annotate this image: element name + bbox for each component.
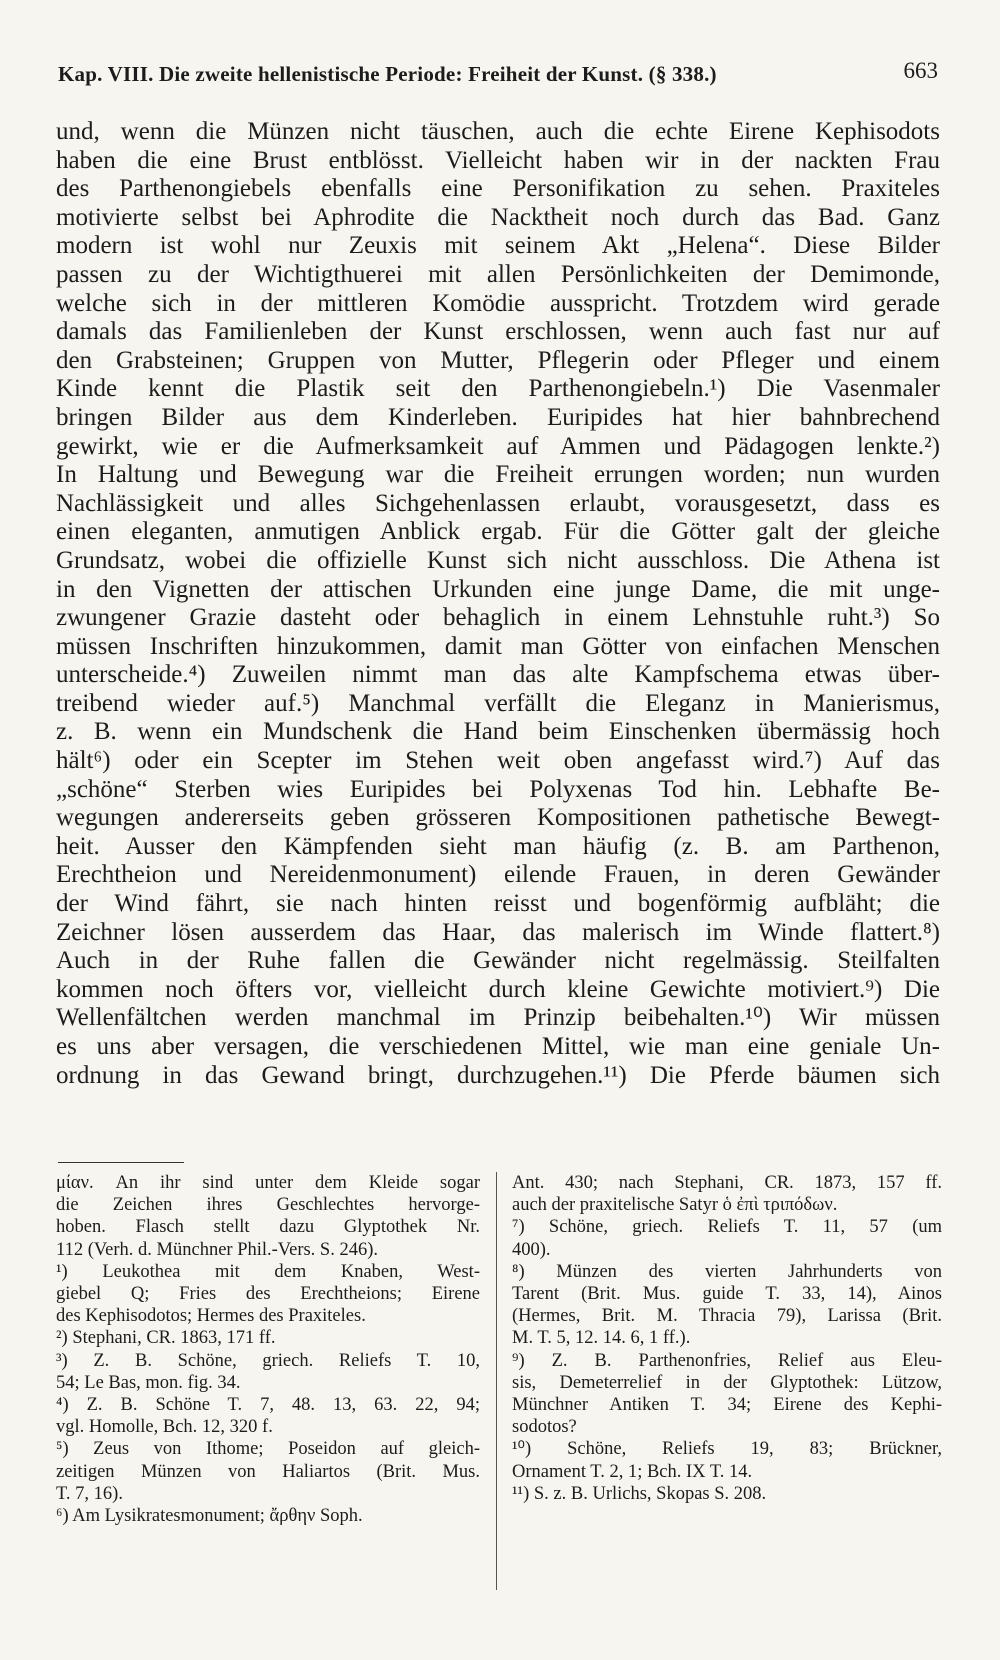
footnote-separator (58, 1162, 184, 1163)
footnote-line: ⁴) Z. B. Schöne T. 7, 48. 13, 63. 22, 94; (56, 1395, 480, 1416)
text-line: Zeichner lösen ausserdem das Haar, das malerisch im Winde flattert.⁸) (56, 918, 940, 946)
footnote-line: hoben. Flasch stellt dazu Glyptothek Nr. (56, 1217, 480, 1238)
text-line: Auch in der Ruhe fallen die Gewänder nicht regelmässig. Steilfalten (56, 947, 940, 975)
footnote-line: ⁸) Münzen des vierten Jahrhunderts von (512, 1261, 942, 1282)
text-line: der Wind fährt, sie nach hinten reisst und bogenförmig aufbläht; die (56, 890, 940, 918)
text-line: wegungen andererseits geben grösseren Kompositionen pathetische Bewegt- (56, 804, 940, 832)
footnote-line: ⁶) Am Lysikratesmonument; ἄρθην Soph. (56, 1506, 363, 1527)
footnote-line: ¹) Leukothea mit dem Knaben, West- (56, 1261, 480, 1282)
footnote-line: Tarent (Brit. Mus. guide T. 33, 14), Ainos (512, 1284, 942, 1305)
text-line: bringen Bilder aus dem Kinderleben. Euripides hat hier bahnbrechend (56, 403, 940, 431)
text-line: „schöne“ Sterben wies Euripides bei Polyxenas Tod hin. Lebhafte Be- (56, 775, 940, 803)
footnote-line: T. 7, 16). (56, 1483, 123, 1504)
text-line: ordnung in das Gewand bringt, durchzugehen.¹¹) Die Pferde bäumen sich (56, 1061, 940, 1089)
footnote-line: auch der praxitelische Satyr ὁ ἐπὶ τριπόδων. (512, 1195, 838, 1216)
text-line: Kinde kennt die Plastik seit den Parthenongiebeln.¹) Die Vasenmaler (56, 375, 940, 403)
text-line: Grundsatz, wobei die offizielle Kunst sich nicht ausschloss. Die Athena ist (56, 546, 940, 574)
footnote-line: Ornament T. 2, 1; Bch. IX T. 14. (512, 1461, 753, 1482)
footnote-line: sodotos? (512, 1417, 577, 1438)
text-line: es uns aber versagen, die verschiedenen Mittel, wie man eine geniale Un- (56, 1033, 940, 1060)
page-number: 663 (903, 58, 938, 83)
text-line: haben die eine Brust entblösst. Vielleicht haben wir in der nackten Frau (56, 146, 940, 174)
text-line: zwungener Grazie dasteht oder behaglich in einem Lehnstuhle ruht.³) So (56, 604, 940, 632)
text-line: des Parthenongiebels ebenfalls eine Personifikation zu sehen. Praxiteles (56, 175, 940, 203)
text-line: damals das Familienleben der Kunst erschlossen, wenn auch fast nur auf (56, 318, 940, 346)
text-line: passen zu der Wichtigthuerei mit allen Persönlichkeiten der Demimonde, (56, 260, 940, 288)
footnote-line: Ant. 430; nach Stephani, CR. 1873, 157 ff. (512, 1173, 942, 1193)
running-title: Kap. VIII. Die zweite hellenistische Periode: Freiheit der Kunst. (§ 338.) (58, 62, 717, 86)
text-line: einen eleganten, anmutigen Anblick ergab. Für die Götter galt der gleiche (56, 518, 940, 546)
footnote-line: 54; Le Bas, mon. fig. 34. (56, 1372, 241, 1393)
text-line: Nachlässigkeit und alles Sichgehenlassen erlaubt, vorausgesetzt, dass es (56, 489, 940, 517)
footnote-line: M. T. 5, 12. 14. 6, 1 ff.). (512, 1328, 691, 1349)
footnote-line: ⁷) Schöne, griech. Reliefs T. 11, 57 (um (512, 1217, 942, 1238)
footnote-line: ¹¹) S. z. B. Urlichs, Skopas S. 208. (512, 1483, 767, 1504)
footnote-line: (Hermes, Brit. M. Thracia 79), Larissa (Brit. (512, 1306, 942, 1327)
text-line: gewirkt, wie er die Aufmerksamkeit auf Ammen und Pädagogen lenkte.²) (56, 432, 940, 460)
text-line: Wellenfältchen werden manchmal im Prinzip beibehalten.¹⁰) Wir müssen (56, 1004, 940, 1032)
footnote-line: die Zeichen ihres Geschlechtes hervorge- (56, 1195, 480, 1216)
footnotes-left-column (56, 1172, 480, 1527)
footnote-line: zeitigen Münzen von Haliartos (Brit. Mus. (56, 1461, 480, 1482)
text-line: hält⁶) oder ein Scepter im Stehen weit oben angefasst wird.⁷) Auf das (56, 747, 940, 775)
text-line: In Haltung und Bewegung war die Freiheit errungen worden; nun wurden (56, 461, 940, 489)
footnotes-right-column (512, 1172, 942, 1505)
text-line: kommen noch öfters vor, vielleicht durch kleine Gewichte motiviert.⁹) Die (56, 975, 940, 1003)
text-line: welche sich in der mittleren Komödie ausspricht. Trotzdem wird gerade (56, 289, 940, 317)
footnote-line: des Kephisodotos; Hermes des Praxiteles. (56, 1306, 366, 1327)
text-line: in den Vignetten der attischen Urkunden eine junge Dame, die mit unge- (56, 575, 940, 603)
footnote-line: μίαν. An ihr sind unter dem Kleide sogar (56, 1173, 480, 1193)
footnote-line: Münchner Antiken T. 34; Eirene des Kephi- (512, 1395, 942, 1416)
footnote-line: 112 (Verh. d. Münchner Phil.-Vers. S. 246). (56, 1239, 378, 1260)
footnote-line: ⁹) Z. B. Parthenonfries, Relief aus Eleu- (512, 1350, 942, 1371)
footnote-line: 400). (512, 1239, 551, 1260)
footnote-line: ³) Z. B. Schöne, griech. Reliefs T. 10, (56, 1350, 480, 1371)
footnote-line: ⁵) Zeus von Ithome; Poseidon auf gleich- (56, 1439, 480, 1460)
text-line: Erechtheion und Nereidenmonument) eilende Frauen, in deren Gewänder (56, 861, 940, 889)
text-line: und, wenn die Münzen nicht täuschen, auch die echte Eirene Kephisodots (56, 118, 940, 145)
text-line: unterscheide.⁴) Zuweilen nimmt man das alte Kampfschema etwas über- (56, 661, 940, 689)
column-divider (496, 1172, 497, 1590)
text-line: modern ist wohl nur Zeuxis mit seinem Akt „Helena“. Diese Bilder (56, 232, 940, 260)
main-text-block (56, 118, 940, 1090)
text-line: motivierte selbst bei Aphrodite die Nacktheit noch durch das Bad. Ganz (56, 203, 940, 231)
text-line: den Grabsteinen; Gruppen von Mutter, Pflegerin oder Pfleger und einem (56, 346, 940, 374)
text-line: z. B. wenn ein Mundschenk die Hand beim Einschenken übermässig hoch (56, 718, 940, 746)
running-header (58, 56, 938, 96)
footnote-line: sis, Demeterrelief in der Glyptothek: Lützow, (512, 1372, 942, 1393)
footnote-line: ¹⁰) Schöne, Reliefs 19, 83; Brückner, (512, 1439, 942, 1460)
footnote-line: vgl. Homolle, Bch. 12, 320 f. (56, 1417, 273, 1438)
footnote-line: ²) Stephani, CR. 1863, 171 ff. (56, 1328, 276, 1349)
text-line: treibend wieder auf.⁵) Manchmal verfällt die Eleganz in Manierismus, (56, 689, 940, 717)
footnote-line: giebel Q; Fries des Erechtheions; Eirene (56, 1284, 480, 1305)
text-line: heit. Ausser den Kämpfenden sieht man häufig (z. B. am Parthenon, (56, 832, 940, 860)
text-line: müssen Inschriften hinzukommen, damit man Götter von einfachen Menschen (56, 632, 940, 660)
